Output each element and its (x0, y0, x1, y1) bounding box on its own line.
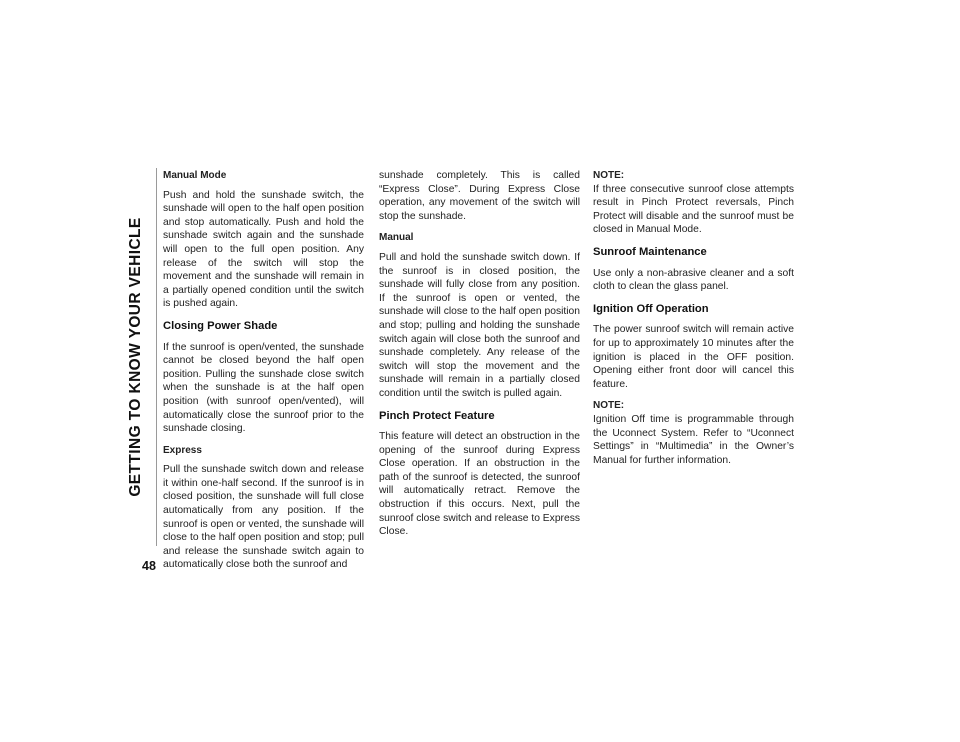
ignition-off-heading: Ignition Off Operation (593, 302, 709, 315)
pinch-protect-paragraph: This feature will detect an obstruction in the opening of the sunroof during Express Close operation. If an obstruction in the path of the sunroof is detected, the sunroof will automatically retract. Remove the obstruction if this occurs. Next, pull the sunroof close switch and release to Express Close. (379, 431, 580, 538)
express-continued-paragraph: sunshade completely. This is called “Express Close”. During Express Close operation, any movement of the switch will stop the sunshade. (379, 170, 580, 222)
closing-power-shade-heading: Closing Power Shade (163, 319, 278, 332)
manual-mode-label: Manual Mode (163, 170, 227, 181)
manual-mode-paragraph: Push and hold the sunshade switch, the sunshade will open to the half open position and stop automatically. Push and hold the sunshade switch again and the sunshade will open to the full open position. Any release of the switch will stop the movement and the sunshade will remain in a partially opened condition until the switch is pushed again. (163, 189, 364, 310)
express-label: Express (163, 444, 202, 456)
pinch-protect-heading: Pinch Protect Feature (379, 409, 495, 422)
manual-label: Manual (379, 232, 414, 244)
text-column-2 (379, 169, 580, 547)
sunroof-maintenance-paragraph: Use only a non-abrasive cleaner and a soft cloth to clean the glass panel. (593, 267, 794, 293)
ignition-off-paragraph: The power sunroof switch will remain active for up to approximately 10 minutes after the ignition is placed in the OFF position. Opening either front door will cancel this feature. (593, 324, 794, 390)
page-number: 48 (142, 559, 156, 573)
side-divider-line (156, 168, 157, 546)
text-column-1 (163, 169, 364, 580)
pinch-protect-note: If three consecutive sunroof close attempts result in Pinch Protect reversals, Pinch Protect will disable and the sunroof must be closed in Manual Mode. (593, 183, 794, 236)
note-label: NOTE: (593, 400, 625, 412)
section-title-text: GETTING TO KNOW YOUR VEHICLE (127, 217, 144, 497)
closing-power-shade-paragraph: If the sunroof is open/vented, the sunshade cannot be closed beyond the half open position. Pulling the sunshade close switch when the sunshade is at the half open position (with sunroof open/vented), will automatically close the sunroof prior to the sunshade closing. (163, 341, 364, 435)
note-label: NOTE: (593, 170, 625, 181)
text-column-3 (593, 169, 794, 475)
manual-paragraph: Pull and hold the sunshade switch down. If the sunroof is in closed position, the sunshade will fully close from any position. If the sunroof is open or vented, the sunshade will close to the half open position and stop; pulling and holding the sunshade switch again will close both the sunroof and sunshade completely. Any release of the switch will stop the movement and the sunshade will remain in a partially closed condition until the switch is pulled again. (379, 251, 580, 399)
sunroof-maintenance-heading: Sunroof Maintenance (593, 245, 707, 258)
ignition-off-note: Ignition Off time is programmable through the Uconnect System. Refer to “Uconnect Settings” in “Multimedia” in the Owner’s Manual for further information. (593, 413, 794, 466)
express-paragraph: Pull the sunshade switch down and release it within one-half second. If the sunroof is in closed position, the sunshade will full close automatically from any position. If the sunroof is open or vented, the sunshade will close to the half open position and stop; pull and release the sunshade switch again to automatically close both the sunroof and (163, 464, 364, 571)
